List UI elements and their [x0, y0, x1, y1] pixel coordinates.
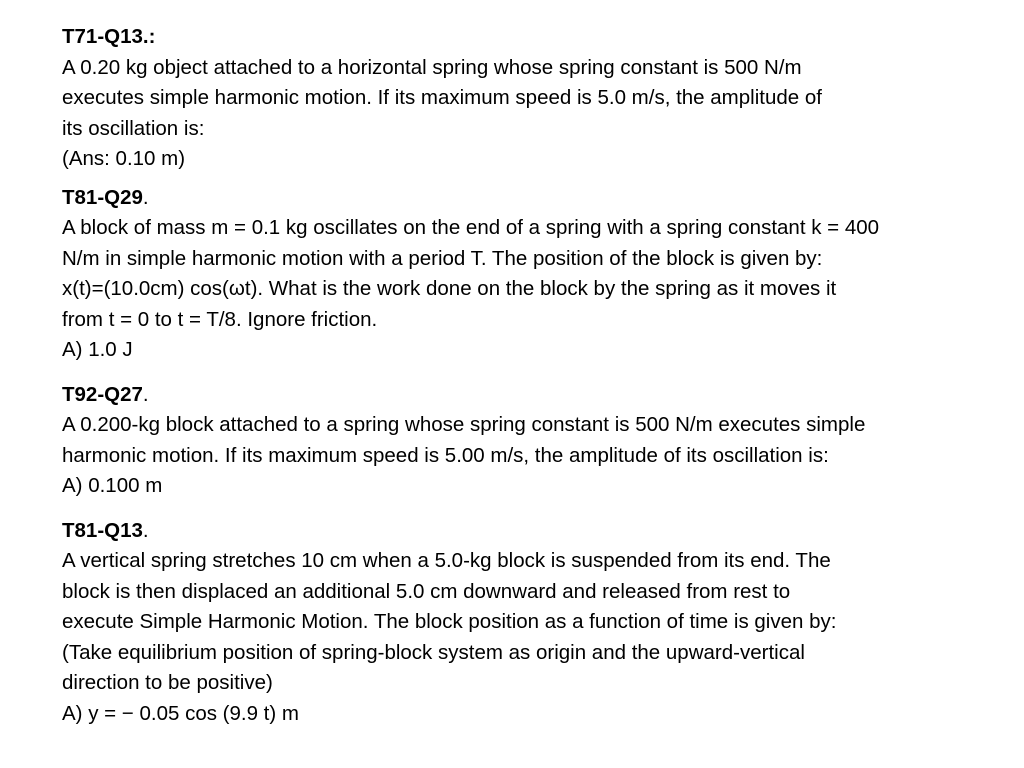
question-text-line: harmonic motion. If its maximum speed is 5.00 m/s, the amplitude of its oscillation is:	[62, 443, 829, 467]
question-id: T81-Q13	[62, 518, 143, 542]
question-text-line: A vertical spring stretches 10 cm when a 5.0-kg block is suspended from its end. The	[62, 549, 831, 572]
question-t71-q13	[62, 22, 1002, 175]
question-text-line: executes simple harmonic motion. If its maximum speed is 5.0 m/s, the amplitude of	[62, 86, 822, 109]
question-t92-q27	[62, 380, 1002, 502]
question-text-line: A block of mass m = 0.1 kg oscillates on the end of a spring with a spring constant k = 400	[62, 216, 880, 239]
question-id: T71-Q13.:	[62, 25, 156, 48]
question-text-line: x(t)=(10.0cm) cos(ωt). What is the work done on the block by the spring as it moves it	[62, 277, 837, 300]
question-heading	[62, 183, 1002, 214]
question-t81-q29	[62, 183, 1002, 366]
answer-line: A) y = − 0.05 cos (9.9 t) m	[62, 701, 299, 725]
question-text-line: block is then displaced an additional 5.0 cm downward and released from rest to	[62, 579, 791, 603]
question-id: T81-Q29	[62, 185, 143, 209]
question-text-line: from t = 0 to t = T/8. Ignore friction.	[62, 307, 378, 331]
question-heading	[62, 380, 1002, 411]
answer-line: (Ans: 0.10 m)	[62, 147, 186, 170]
question-text-line: A 0.200-kg block attached to a spring whose spring constant is 500 N/m executes simple	[62, 413, 866, 436]
answer-line: A) 0.100 m	[62, 474, 163, 497]
question-text-line: its oscillation is:	[62, 116, 205, 140]
question-id-suffix: .	[142, 382, 149, 406]
question-heading	[62, 22, 1002, 53]
question-id: T92-Q27	[62, 382, 143, 406]
question-text-line: A 0.20 kg object attached to a horizontal spring whose spring constant is 500 N/m	[62, 55, 802, 79]
answer-line: A) 1.0 J	[62, 338, 133, 361]
question-id-suffix: .	[142, 185, 149, 209]
question-t81-q13	[62, 516, 1002, 730]
question-heading	[62, 516, 1002, 547]
question-id-suffix: .	[142, 518, 149, 542]
question-text-line: (Take equilibrium position of spring-block system as origin and the upward-vertical	[62, 640, 805, 664]
question-text-line: N/m in simple harmonic motion with a period T. The position of the block is given by:	[62, 246, 823, 270]
slide-content	[62, 22, 1002, 729]
question-text-line: execute Simple Harmonic Motion. The block position as a function of time is given by:	[62, 610, 837, 633]
question-text-line: direction to be positive)	[62, 671, 273, 694]
